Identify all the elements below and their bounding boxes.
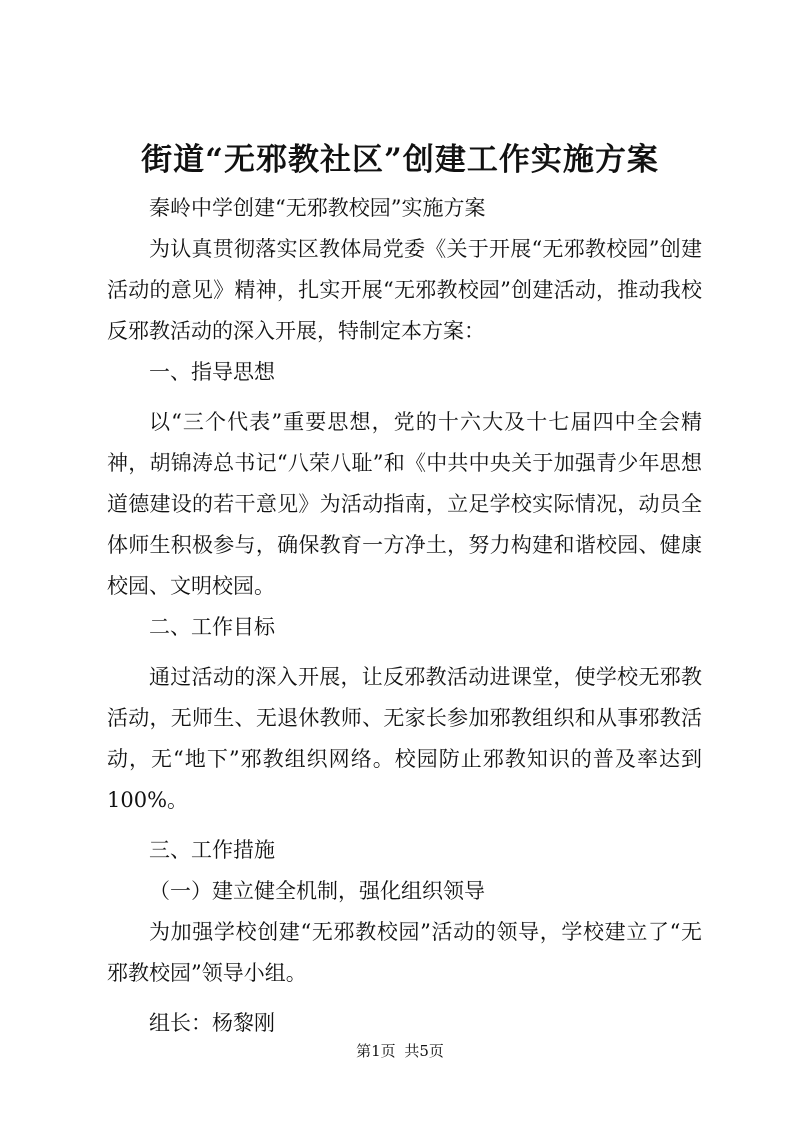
page-number: 第1页 bbox=[356, 1042, 396, 1060]
document-body bbox=[107, 188, 702, 1044]
paragraph-goals: 通过活动的深入开展，让反邪教活动进课堂，使学校无邪教活动，无师生、无退休教师、无家长参加邪教组织和从事邪教活动，无“地下”邪教组织网络。校园防止邪教知识的普及率达到100%。 bbox=[107, 665, 702, 812]
paragraph-intro: 为认真贯彻落实区教体局党委《关于开展“无邪教校园”创建活动的意见》精神，扎实开展“无邪教校园”创建活动，推动我校反邪教活动的深入开展，特制定本方案： bbox=[107, 237, 702, 343]
page-footer bbox=[0, 1041, 800, 1061]
paragraph-guiding-thought: 以“三个代表”重要思想，党的十六大及十七届四中全会精神，胡锦涛总书记“八荣八耻”和《中共中央关于加强青少年思想道德建设的若干意见》为活动指南，立足学校实际情况，动员全体师生积极参与，确保教育一方净土，努力构建和谐校园、健康校园、文明校园。 bbox=[107, 410, 702, 598]
section-heading-goals: 二、工作目标 bbox=[149, 615, 275, 639]
section-heading-measures: 三、工作措施 bbox=[149, 838, 275, 862]
paragraph-subtitle: 秦岭中学创建“无邪教校园”实施方案 bbox=[149, 196, 486, 220]
paragraph-team-leader: 组长：杨黎刚 bbox=[149, 1011, 275, 1035]
subsection-heading-mechanism: （一）建立健全机制，强化组织领导 bbox=[149, 879, 485, 903]
document-title: 街道“无邪教社区”创建工作实施方案 bbox=[141, 142, 659, 178]
paragraph-leadership: 为加强学校创建“无邪教校园”活动的领导，学校建立了“无邪教校园”领导小组。 bbox=[107, 920, 702, 985]
section-heading-guiding-thought: 一、指导思想 bbox=[149, 360, 275, 384]
page-total: 共5页 bbox=[404, 1042, 444, 1060]
